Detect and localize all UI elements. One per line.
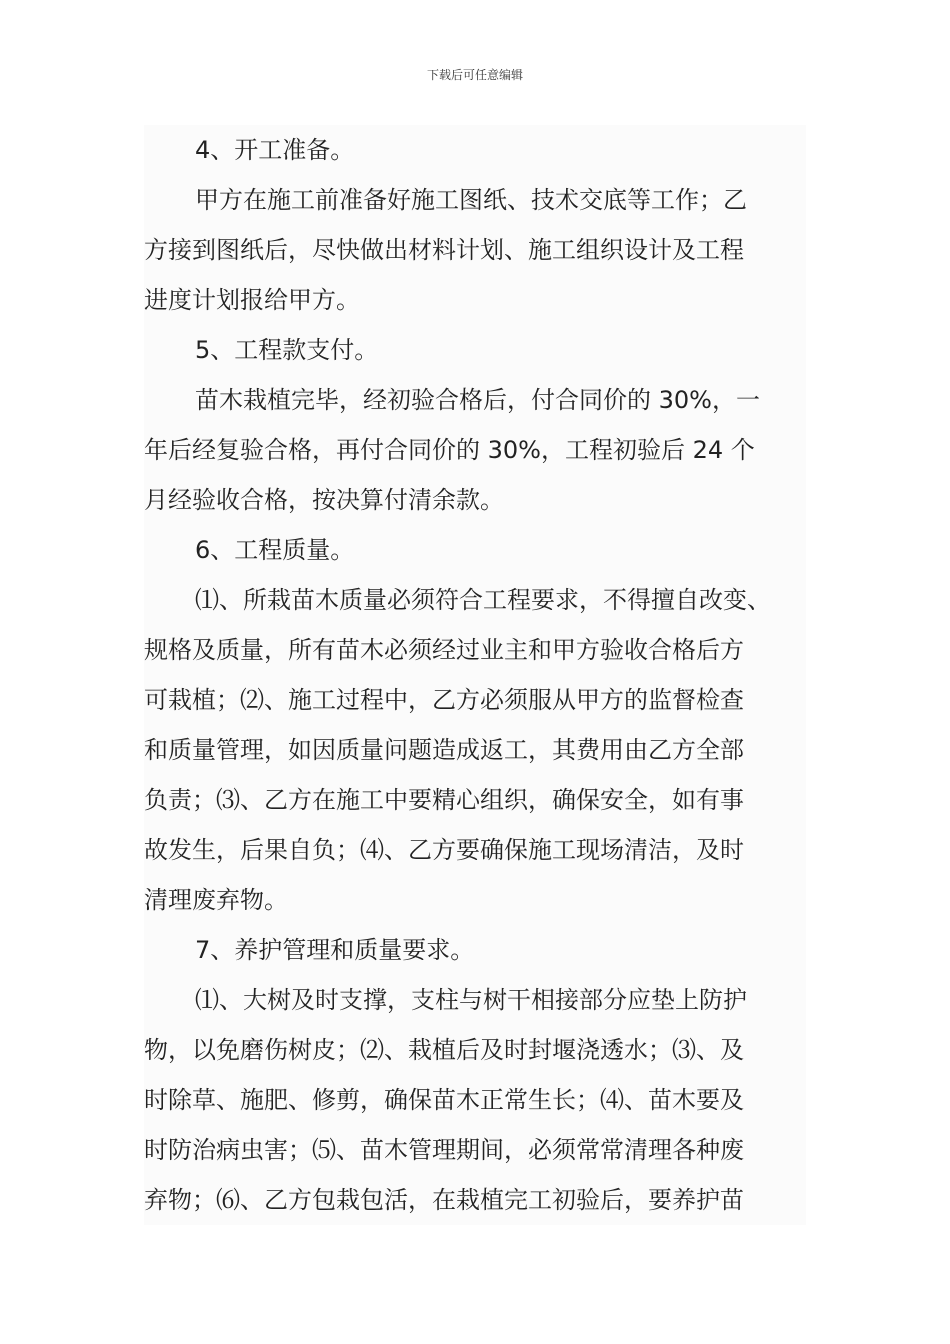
- paragraph-line: 时防治病虫害；⑸、苗木管理期间，必须常常清理各种废: [144, 1136, 744, 1164]
- paragraph-line: 进度计划报给甲方。: [144, 286, 360, 314]
- paragraph-line: 苗木栽植完毕，经初验合格后，付合同价的 30%，一: [195, 386, 760, 414]
- document-body: [144, 125, 806, 1225]
- paragraph-line: ⑴、大树及时支撑，支柱与树干相接部分应垫上防护: [195, 986, 747, 1014]
- paragraph-line: 年后经复验合格，再付合同价的 30%，工程初验后 24 个: [144, 436, 755, 464]
- section-heading: 5、工程款支付。: [195, 336, 379, 364]
- section-heading: 6、工程质量。: [195, 536, 355, 564]
- paragraph-line: 方接到图纸后，尽快做出材料计划、施工组织设计及工程: [144, 236, 744, 264]
- header-note: 下载后可任意编辑: [426, 68, 523, 82]
- paragraph-line: 清理废弃物。: [144, 886, 288, 914]
- paragraph-line: 故发生，后果自负；⑷、乙方要确保施工现场清洁，及时: [144, 836, 744, 864]
- paragraph-line: 月经验收合格，按决算付清余款。: [144, 486, 504, 514]
- paragraph-line: 可栽植；⑵、施工过程中，乙方必须服从甲方的监督检查: [144, 686, 744, 714]
- paragraph-line: ⑴、所栽苗木质量必须符合工程要求，不得擅自改变、: [195, 586, 771, 614]
- paragraph-line: 弃物；⑹、乙方包栽包活，在栽植完工初验后，要养护苗: [144, 1186, 744, 1214]
- section-heading: 7、养护管理和质量要求。: [195, 936, 475, 964]
- paragraph-line: 时除草、施肥、修剪，确保苗木正常生长；⑷、苗木要及: [144, 1086, 744, 1114]
- section-heading: 4、开工准备。: [195, 136, 355, 164]
- paragraph-line: 物，以免磨伤树皮；⑵、栽植后及时封堰浇透水；⑶、及: [144, 1036, 744, 1064]
- paragraph-line: 甲方在施工前准备好施工图纸、技术交底等工作；乙: [195, 186, 747, 214]
- paragraph-line: 和质量管理，如因质量问题造成返工，其费用由乙方全部: [144, 736, 744, 764]
- paragraph-line: 规格及质量，所有苗木必须经过业主和甲方验收合格后方: [144, 636, 744, 664]
- paragraph-line: 负责；⑶、乙方在施工中要精心组织，确保安全，如有事: [144, 786, 744, 814]
